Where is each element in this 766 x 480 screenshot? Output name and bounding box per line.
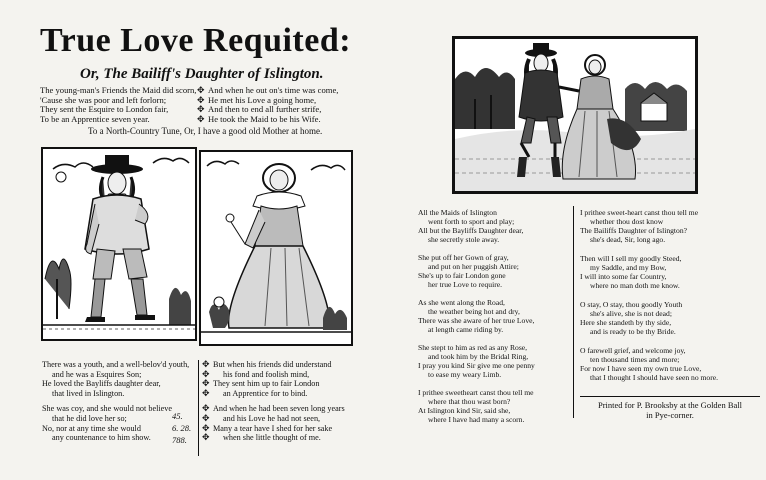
ornament-icon: ✥ [202,422,210,433]
verse-line: my Saddle, and my Bow, [590,263,667,272]
intro-line: To be an Apprentice seven year. [40,113,150,124]
verse-line: she's dead, Sir, long ago. [590,235,666,244]
stanza [418,388,535,424]
intro-left [40,86,196,124]
verse-line: the weather being hot and dry, [428,307,520,316]
verse-ornaments [202,360,210,443]
imprint-line: in Pye-corner. [646,410,694,420]
column-divider [573,206,574,418]
verse-line: Many a tear have I shed for her sake [213,423,333,433]
verse-line: O stay, O stay, thou goodly Youth [580,300,683,309]
verse-line: I pray you kind Sir give me one penny [418,361,535,370]
ornament-icon: ✥ [202,403,210,414]
ornament-icon: ✥ [202,368,210,379]
verse-line: her true Love to require. [428,280,503,289]
handwritten-note: 45. [172,411,183,421]
verse-line: And when he had been seven long years [213,404,345,414]
verse-line: and took him by the Bridal Ring, [428,352,529,361]
verse-line: where that thou wast born? [428,397,511,406]
ornament-icon: ✥ [202,387,210,398]
tune-line: To a North-Country Tune, Or, I have a good old Mother at home. [88,126,323,136]
ornament-icon: ✥ [197,85,205,95]
verse-line: and he was a Esquires Son; [52,369,142,379]
verse-line: At Islington kind Sir, said she, [418,406,511,415]
verse-line: when she little thought of me. [223,433,321,443]
verse-line: whether thou dost know [590,217,664,226]
verse-line: where I have had many a scorn. [428,415,525,424]
stanza [418,208,535,244]
stanza [418,253,535,289]
stanza [580,346,718,382]
stanza [580,254,718,290]
couple-illustration [455,39,695,191]
stanza [418,343,535,379]
verse-line: to ease my weary Limb. [428,370,502,379]
verse-line: at length came riding by. [428,325,504,334]
intro-line: He took the Maid to be his Wife. [208,113,321,124]
stanza [42,404,192,443]
verse-line: I will into some far Country, [580,272,667,281]
verse-line: All the Maids of Islington [418,208,497,217]
handwritten-note: 788. [172,435,187,445]
intro-line: And when he out on's time was come, [208,85,339,95]
handwritten-notes [172,410,191,446]
verse-line: She was coy, and she would not believe [42,404,172,414]
verse-line: There was she aware of her true Love, [418,316,535,325]
stanza [42,360,189,398]
verse-line: All but the Bayliffs Daughter dear, [418,226,524,235]
intro-line: The young-man's Friends the Maid did scorn, [40,85,197,95]
ballad-subtitle: Or, The Bailiff's Daughter of Islington. [80,66,324,82]
verse-column-3 [418,208,535,430]
verse-line: They sent him up to fair London [213,379,320,389]
verse-line: she secretly stole away. [428,235,500,244]
verse-line: As she went along the Road, [418,298,505,307]
verse-line: O farewell grief, and welcome joy, [580,346,686,355]
verse-line: She's up to fair London gone [418,271,506,280]
woodcut-woman [199,150,353,346]
verse-line: Here she standeth by thy side, [580,318,672,327]
intro-ornaments [197,86,205,124]
verse-line: For now I have seen my own true Love, [580,364,702,373]
ornament-icon: ✥ [202,378,210,389]
verse-column-4 [580,208,718,388]
imprint-line: Printed for P. Brooksby at the Golden Ball [597,400,742,410]
woman-illustration [201,152,351,344]
verse-line: any countenance to him show. [52,433,151,443]
printer-imprint [580,400,760,420]
verse-line: The Bailiffs Daughter of Islington? [580,226,687,235]
stanza [213,404,345,442]
verse-line: his fond and foolish mind, [223,369,310,379]
intro-line: And then to end all further strife, [208,104,322,115]
ballad-title: True Love Requited: [40,22,352,59]
stanza [418,298,535,334]
verse-column-1 [42,360,192,449]
verse-line: that he did love her so; [52,413,127,423]
woodcut-young-man [41,147,197,341]
stanza [580,208,718,244]
verse-line: She stept to him as red as any Rose, [418,343,528,352]
young-man-illustration [43,149,195,339]
verse-line: and his Love he had not seen, [223,413,321,423]
stanza [213,360,345,398]
verse-line: she's alive, she is not dead; [590,309,672,318]
ornament-icon: ✥ [197,104,205,115]
verse-line: that I thought I should have seen no more. [590,373,719,382]
column-divider [198,360,199,456]
ornament-icon: ✥ [202,359,210,369]
intro-line: They sent the Esquire to London fair, [40,104,169,115]
verse-column-2 [213,360,345,449]
verse-line: I prithee sweet-heart canst thou tell me [580,208,699,217]
intro-line: 'Cause she was poor and left forlorn; [40,94,167,105]
handwritten-note: 6. 28. [172,423,192,433]
intro-right [208,86,338,124]
verse-line: I prithee sweetheart canst thou tell me [418,388,534,397]
verse-line: and is ready to be thy Bride. [590,327,676,336]
ornament-icon: ✥ [202,412,210,423]
stanza [580,300,718,336]
verse-line: She put off her Gown of gray, [418,253,509,262]
verse-line: and put on her puggish Attire; [428,262,519,271]
ornament-icon: ✥ [197,94,205,105]
imprint-rule [580,396,760,397]
ornament-icon: ✥ [202,432,210,443]
verse-line: But when his friends did understand [213,360,332,369]
verse-line: There was a youth, and a well-belov'd youth, [42,360,190,369]
intro-line: He met his Love a going home, [208,94,317,105]
ornament-icon: ✥ [197,113,205,124]
verse-line: where no man doth me know. [590,281,680,290]
verse-line: that lived in Islington. [52,388,125,398]
verse-line: an Apprentice for to bind. [223,388,308,398]
verse-line: Then will I sell my goodly Steed, [580,254,682,263]
verse-line: ten thousand times and more; [590,355,680,364]
woodcut-couple [452,36,698,194]
verse-line: went forth to sport and play; [428,217,515,226]
verse-line: No, nor at any time she would [42,423,141,433]
verse-line: He loved the Bayliffs daughter dear, [42,379,161,389]
